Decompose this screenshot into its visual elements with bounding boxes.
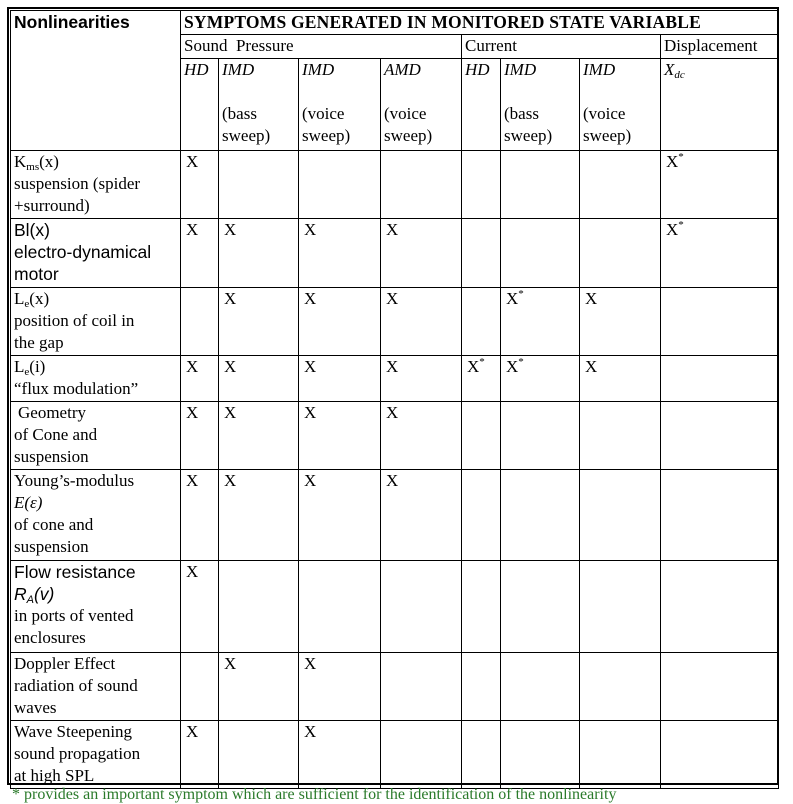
row-label: Bl(x) bbox=[14, 220, 50, 240]
row-desc-sub: A bbox=[26, 594, 34, 606]
row-desc: motor bbox=[14, 264, 59, 284]
mark-cell bbox=[580, 470, 661, 561]
mark-cell bbox=[181, 561, 219, 653]
x-mark: X bbox=[386, 471, 399, 490]
mark-cell bbox=[501, 721, 580, 789]
mark-cell bbox=[219, 288, 299, 356]
x-mark: X bbox=[224, 220, 237, 239]
mark-cell bbox=[299, 151, 381, 219]
x-mark: X bbox=[186, 471, 199, 490]
mark-cell bbox=[219, 402, 299, 470]
mark-cell bbox=[580, 288, 661, 356]
nonlinearity-cell bbox=[11, 721, 181, 789]
asterisk-mark: * bbox=[479, 356, 485, 368]
col-detail: (voice bbox=[302, 104, 345, 123]
mark-cell bbox=[381, 470, 462, 561]
col-detail: sweep) bbox=[583, 126, 632, 145]
mark-cell bbox=[299, 653, 381, 721]
group-current: Current bbox=[462, 35, 661, 59]
mark-cell bbox=[181, 470, 219, 561]
row-desc: of cone and bbox=[14, 515, 94, 534]
x-mark: X bbox=[304, 289, 317, 308]
nonlinearity-cell bbox=[11, 561, 181, 653]
mark-cell bbox=[661, 288, 779, 356]
col-sp-imd-bass bbox=[219, 59, 299, 151]
row-desc: “flux modulation” bbox=[14, 379, 139, 398]
nonlinearity-cell bbox=[11, 219, 181, 288]
col-detail: sweep) bbox=[384, 126, 433, 145]
mark-cell bbox=[381, 721, 462, 789]
row-desc: of Cone and bbox=[14, 425, 98, 444]
x-mark: X bbox=[506, 289, 519, 308]
mark-cell bbox=[299, 402, 381, 470]
mark-cell bbox=[580, 402, 661, 470]
x-mark: X bbox=[186, 220, 199, 239]
header-row-title bbox=[11, 11, 779, 35]
row-label: K bbox=[14, 152, 27, 171]
nonlinearity-cell bbox=[11, 470, 181, 561]
row-label: L bbox=[14, 357, 25, 376]
row-desc: E(ε) bbox=[14, 493, 43, 512]
x-mark: X bbox=[386, 357, 399, 376]
row-label-sub: ms bbox=[26, 161, 40, 173]
row-label-sub: e bbox=[24, 298, 30, 310]
mark-cell bbox=[462, 402, 501, 470]
mark-cell bbox=[462, 561, 501, 653]
table-row bbox=[11, 470, 779, 561]
mark-cell bbox=[219, 653, 299, 721]
nonlinearities-header: Nonlinearities bbox=[11, 11, 181, 151]
col-detail: sweep) bbox=[302, 126, 351, 145]
col-cur-imd-voice bbox=[580, 59, 661, 151]
mark-cell bbox=[181, 721, 219, 789]
mark-cell bbox=[181, 402, 219, 470]
nonlinearity-cell bbox=[11, 356, 181, 402]
x-mark: X bbox=[386, 403, 399, 422]
row-desc: suspension bbox=[14, 447, 89, 466]
x-mark: X bbox=[186, 152, 199, 171]
mark-cell bbox=[462, 356, 501, 402]
col-label: IMD bbox=[504, 60, 537, 79]
row-desc: position of coil in bbox=[14, 311, 135, 330]
mark-cell bbox=[501, 356, 580, 402]
footnote: * provides an important symptom which are sufficient for the identification of the nonlinearity bbox=[12, 786, 617, 803]
mark-cell bbox=[219, 561, 299, 653]
mark-cell bbox=[661, 151, 779, 219]
mark-cell bbox=[661, 653, 779, 721]
mark-cell bbox=[501, 402, 580, 470]
col-sp-imd-voice bbox=[299, 59, 381, 151]
mark-cell bbox=[462, 219, 501, 288]
col-detail: (voice bbox=[583, 104, 626, 123]
x-mark: X bbox=[304, 722, 317, 741]
mark-cell bbox=[381, 219, 462, 288]
x-mark: X bbox=[224, 654, 237, 673]
mark-cell bbox=[462, 470, 501, 561]
mark-cell bbox=[661, 219, 779, 288]
mark-cell bbox=[219, 470, 299, 561]
row-desc: radiation of sound bbox=[14, 676, 138, 695]
asterisk-mark: * bbox=[678, 151, 684, 163]
mark-cell bbox=[661, 356, 779, 402]
group-displacement: Displacement bbox=[661, 35, 779, 59]
mark-cell bbox=[299, 288, 381, 356]
mark-cell bbox=[381, 356, 462, 402]
mark-cell bbox=[299, 721, 381, 789]
x-mark: X bbox=[304, 403, 317, 422]
nonlinearity-cell bbox=[11, 288, 181, 356]
nonlinearity-cell bbox=[11, 402, 181, 470]
table-row bbox=[11, 288, 779, 356]
mark-cell bbox=[501, 151, 580, 219]
row-desc: in ports of vented bbox=[14, 606, 134, 625]
mark-cell bbox=[501, 470, 580, 561]
row-desc: sound propagation bbox=[14, 744, 141, 763]
mark-cell bbox=[381, 288, 462, 356]
mark-cell bbox=[219, 219, 299, 288]
mark-cell bbox=[580, 721, 661, 789]
row-label-tail: (x) bbox=[29, 289, 50, 308]
x-mark: X bbox=[224, 357, 237, 376]
x-mark: X bbox=[506, 357, 519, 376]
mark-cell bbox=[580, 561, 661, 653]
nonlinearity-cell bbox=[11, 151, 181, 219]
x-mark: X bbox=[304, 357, 317, 376]
mark-cell bbox=[661, 561, 779, 653]
x-mark: X bbox=[186, 562, 199, 581]
x-mark: X bbox=[585, 357, 598, 376]
mark-cell bbox=[580, 356, 661, 402]
x-mark: X bbox=[186, 722, 199, 741]
col-sp-hd-label: HD bbox=[184, 60, 209, 79]
asterisk-mark: * bbox=[518, 356, 524, 368]
row-desc: electro-dynamical bbox=[14, 242, 152, 262]
mark-cell bbox=[501, 561, 580, 653]
symptoms-table bbox=[10, 10, 779, 789]
x-mark: X bbox=[386, 220, 399, 239]
row-label: Geometry bbox=[18, 403, 86, 422]
row-label: L bbox=[14, 289, 25, 308]
mark-cell bbox=[580, 219, 661, 288]
table-row bbox=[11, 151, 779, 219]
row-label: Wave Steepening bbox=[14, 722, 133, 741]
table-row bbox=[11, 721, 779, 789]
x-mark: X bbox=[467, 357, 480, 376]
mark-cell bbox=[501, 288, 580, 356]
col-label: AMD bbox=[384, 60, 421, 79]
xdc-sub: dc bbox=[674, 69, 685, 81]
row-label-tail: (x) bbox=[39, 152, 59, 171]
row-label: Young’s-modulus bbox=[14, 471, 135, 490]
row-label: Flow resistance bbox=[14, 562, 136, 582]
mark-cell bbox=[299, 219, 381, 288]
x-mark: X bbox=[224, 289, 237, 308]
col-detail: (bass bbox=[504, 104, 539, 123]
x-mark: X bbox=[666, 220, 679, 239]
col-label: IMD bbox=[302, 60, 335, 79]
col-label: IMD bbox=[583, 60, 616, 79]
mark-cell bbox=[219, 151, 299, 219]
mark-cell bbox=[181, 219, 219, 288]
table-row bbox=[11, 356, 779, 402]
mark-cell bbox=[381, 151, 462, 219]
mark-cell bbox=[462, 151, 501, 219]
row-desc: suspension (spider bbox=[14, 174, 141, 193]
table-row bbox=[11, 561, 779, 653]
row-desc: the gap bbox=[14, 333, 64, 352]
mark-cell bbox=[462, 288, 501, 356]
table-row bbox=[11, 402, 779, 470]
mark-cell bbox=[381, 402, 462, 470]
col-cur-hd-label: HD bbox=[465, 60, 490, 79]
mark-cell bbox=[181, 356, 219, 402]
mark-cell bbox=[181, 288, 219, 356]
row-desc-tail: (v) bbox=[33, 584, 55, 604]
x-mark: X bbox=[304, 654, 317, 673]
col-detail: sweep) bbox=[222, 126, 271, 145]
asterisk-mark: * bbox=[678, 219, 684, 231]
asterisk-mark: * bbox=[518, 288, 524, 300]
col-cur-hd bbox=[462, 59, 501, 151]
mark-cell bbox=[299, 470, 381, 561]
mark-cell bbox=[661, 402, 779, 470]
col-sp-amd-voice bbox=[381, 59, 462, 151]
mark-cell bbox=[181, 653, 219, 721]
row-desc: waves bbox=[14, 698, 57, 717]
x-mark: X bbox=[224, 471, 237, 490]
x-mark: X bbox=[224, 403, 237, 422]
xdc-base: X bbox=[664, 60, 675, 79]
row-label-tail: (i) bbox=[29, 357, 46, 376]
col-detail: (voice bbox=[384, 104, 427, 123]
mark-cell bbox=[219, 721, 299, 789]
row-label: Doppler Effect bbox=[14, 654, 116, 673]
mark-cell bbox=[299, 561, 381, 653]
row-desc: enclosures bbox=[14, 628, 86, 647]
x-mark: X bbox=[304, 220, 317, 239]
mark-cell bbox=[462, 653, 501, 721]
mark-cell bbox=[219, 356, 299, 402]
mark-cell bbox=[462, 721, 501, 789]
row-desc: suspension bbox=[14, 537, 89, 556]
symptoms-title: SYMPTOMS GENERATED IN MONITORED STATE VARIABLE bbox=[181, 11, 779, 35]
col-sp-hd bbox=[181, 59, 219, 151]
table-row bbox=[11, 219, 779, 288]
table-row bbox=[11, 653, 779, 721]
group-sound-pressure: Sound Pressure bbox=[181, 35, 462, 59]
mark-cell bbox=[181, 151, 219, 219]
row-desc: R bbox=[14, 584, 27, 604]
x-mark: X bbox=[186, 357, 199, 376]
mark-cell bbox=[299, 356, 381, 402]
mark-cell bbox=[580, 151, 661, 219]
x-mark: X bbox=[585, 289, 598, 308]
x-mark: X bbox=[666, 152, 679, 171]
x-mark: X bbox=[304, 471, 317, 490]
mark-cell bbox=[501, 653, 580, 721]
col-detail: (bass bbox=[222, 104, 257, 123]
x-mark: X bbox=[386, 289, 399, 308]
mark-cell bbox=[580, 653, 661, 721]
row-desc: +surround) bbox=[14, 196, 90, 215]
col-detail: sweep) bbox=[504, 126, 553, 145]
mark-cell bbox=[381, 653, 462, 721]
mark-cell bbox=[381, 561, 462, 653]
col-label: IMD bbox=[222, 60, 255, 79]
nonlinearity-cell bbox=[11, 653, 181, 721]
mark-cell bbox=[501, 219, 580, 288]
nonlinearities-table-frame bbox=[7, 7, 779, 785]
mark-cell bbox=[661, 470, 779, 561]
row-desc: at high SPL bbox=[14, 766, 95, 785]
row-label-sub: e bbox=[24, 366, 30, 378]
mark-cell bbox=[661, 721, 779, 789]
col-disp-xdc bbox=[661, 59, 779, 151]
x-mark: X bbox=[186, 403, 199, 422]
col-cur-imd-bass bbox=[501, 59, 580, 151]
